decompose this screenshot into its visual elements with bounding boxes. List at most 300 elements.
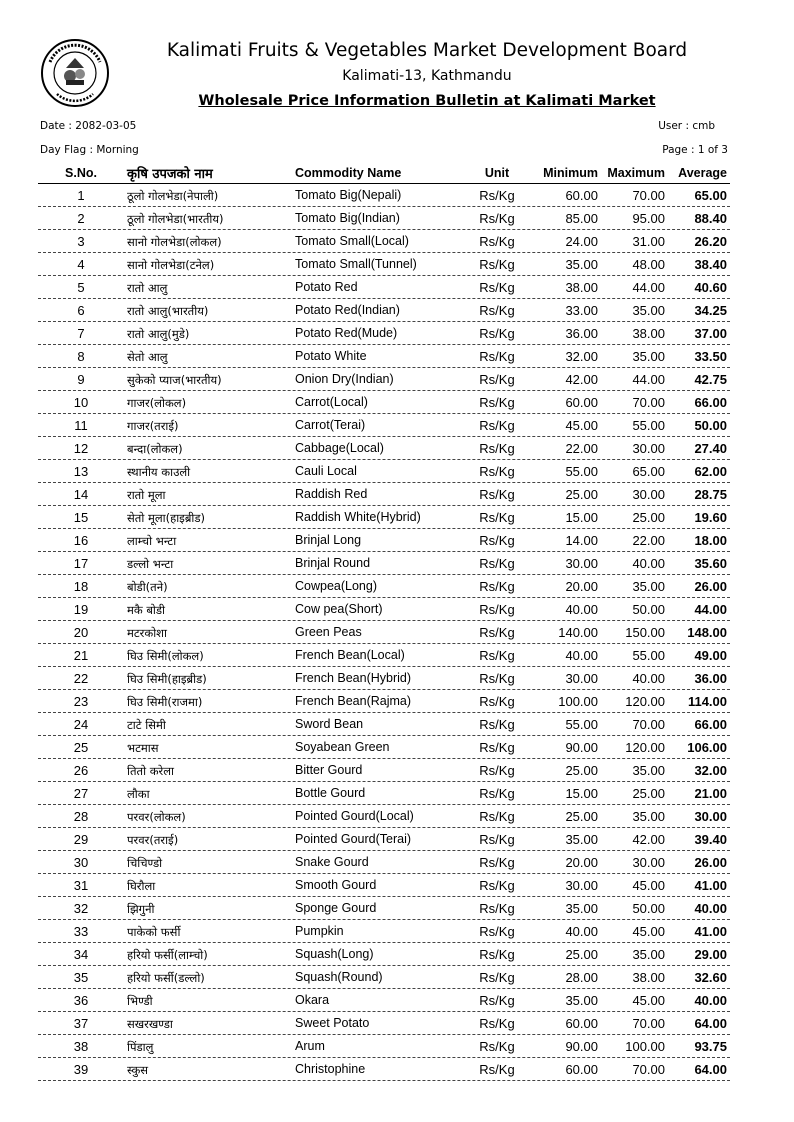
table-row [38, 1012, 730, 1035]
cell-sn: 12 [73, 441, 89, 456]
cell-commodity-name: Pumpkin [295, 924, 344, 938]
cell-commodity-name: Brinjal Round [295, 556, 371, 570]
cell-average: 88.40 [694, 211, 727, 226]
cell-nepali-name: बन्दा(लोकल) [127, 442, 183, 456]
table-row [38, 713, 730, 736]
cell-commodity-name: Pointed Gourd(Terai) [295, 832, 412, 846]
cell-nepali-name: घिरौला [127, 879, 156, 893]
cell-average: 148.00 [687, 625, 727, 640]
table-row [38, 690, 730, 713]
table-row [38, 759, 730, 782]
cell-sn: 28 [73, 809, 89, 824]
cell-nepali-name: स्थानीय काउली [127, 465, 191, 479]
cell-nepali-name: लौका [127, 787, 150, 801]
cell-average: 40.60 [694, 280, 727, 295]
cell-commodity-name: Sweet Potato [295, 1016, 370, 1030]
cell-commodity-name: Cabbage(Local) [295, 441, 384, 455]
cell-commodity-name: Tomato Small(Tunnel) [295, 257, 417, 271]
cell-unit: Rs/Kg [479, 349, 515, 364]
cell-sn: 5 [77, 280, 85, 295]
cell-sn: 26 [73, 763, 89, 778]
table-row [38, 644, 730, 667]
cell-maximum: 38.00 [632, 970, 665, 985]
cell-sn: 4 [77, 257, 85, 272]
cell-average: 44.00 [694, 602, 727, 617]
cell-commodity-name: Green Peas [295, 625, 362, 639]
cell-commodity-name: Sword Bean [295, 717, 364, 731]
cell-maximum: 30.00 [632, 441, 665, 456]
cell-unit: Rs/Kg [479, 740, 515, 755]
cell-unit: Rs/Kg [479, 556, 515, 571]
cell-minimum: 30.00 [565, 878, 598, 893]
cell-sn: 11 [74, 418, 88, 433]
table-row [38, 322, 730, 345]
cell-average: 26.00 [694, 579, 727, 594]
cell-maximum: 38.00 [632, 326, 665, 341]
table-row [38, 920, 730, 943]
cell-average: 65.00 [694, 188, 727, 203]
cell-sn: 17 [73, 556, 89, 571]
cell-minimum: 15.00 [565, 786, 598, 801]
cell-minimum: 90.00 [565, 740, 598, 755]
cell-minimum: 45.00 [565, 418, 598, 433]
cell-unit: Rs/Kg [479, 947, 515, 962]
table-row [38, 414, 730, 437]
cell-average: 66.00 [694, 717, 727, 732]
cell-sn: 18 [73, 579, 89, 594]
table-row [38, 276, 730, 299]
cell-nepali-name: रातो आलु(मुडे) [127, 327, 190, 341]
cell-unit: Rs/Kg [479, 487, 515, 502]
cell-sn: 14 [73, 487, 89, 502]
cell-commodity-name: Potato Red(Mude) [295, 326, 398, 340]
cell-sn: 27 [73, 786, 89, 801]
table-row [38, 897, 730, 920]
table-row [38, 782, 730, 805]
cell-maximum: 50.00 [632, 602, 665, 617]
cell-unit: Rs/Kg [479, 901, 515, 916]
cell-nepali-name: मकै बोडी [127, 603, 166, 617]
cell-average: 66.00 [694, 395, 727, 410]
cell-sn: 19 [73, 602, 89, 617]
cell-minimum: 60.00 [565, 1062, 598, 1077]
cell-nepali-name: सेतो आलु [127, 350, 168, 364]
cell-sn: 38 [73, 1039, 89, 1054]
cell-minimum: 60.00 [565, 395, 598, 410]
cell-maximum: 35.00 [632, 947, 665, 962]
cell-minimum: 40.00 [565, 924, 598, 939]
cell-minimum: 55.00 [565, 717, 598, 732]
cell-minimum: 24.00 [565, 234, 598, 249]
cell-average: 26.00 [694, 855, 727, 870]
cell-commodity-name: French Bean(Hybrid) [295, 671, 412, 685]
cell-nepali-name: घिउ सिमी(राजमा) [127, 695, 203, 709]
cell-minimum: 85.00 [565, 211, 598, 226]
cell-unit: Rs/Kg [479, 809, 515, 824]
cell-unit: Rs/Kg [479, 717, 515, 732]
col-nepali-header: कृषि उपजको नाम [127, 167, 213, 182]
table-row [38, 552, 730, 575]
table-row [38, 966, 730, 989]
cell-minimum: 35.00 [565, 901, 598, 916]
cell-nepali-name: सानो गोलभेडा(टनेल) [127, 258, 215, 272]
cell-maximum: 35.00 [632, 579, 665, 594]
cell-unit: Rs/Kg [479, 234, 515, 249]
cell-sn: 7 [77, 326, 85, 341]
cell-unit: Rs/Kg [479, 602, 515, 617]
cell-unit: Rs/Kg [479, 257, 515, 272]
cell-sn: 31 [73, 878, 89, 893]
price-table [38, 163, 730, 1081]
col-unit-header: Unit [484, 166, 510, 180]
cell-average: 33.50 [694, 349, 727, 364]
col-average-header: Average [678, 166, 727, 180]
cell-minimum: 36.00 [565, 326, 598, 341]
col-maximum-header: Maximum [607, 166, 665, 180]
cell-nepali-name: लाम्चो भन्टा [127, 534, 177, 548]
cell-unit: Rs/Kg [479, 533, 515, 548]
table-row [38, 1058, 730, 1081]
cell-commodity-name: Pointed Gourd(Local) [295, 809, 414, 823]
table-row [38, 460, 730, 483]
cell-unit: Rs/Kg [479, 648, 515, 663]
table-row [38, 529, 730, 552]
cell-unit: Rs/Kg [479, 625, 515, 640]
cell-commodity-name: Christophine [295, 1062, 366, 1076]
cell-maximum: 42.00 [632, 832, 665, 847]
cell-nepali-name: रातो आलु [127, 281, 168, 295]
cell-minimum: 32.00 [565, 349, 598, 364]
report-date: Date : 2082-03-05 [40, 120, 137, 132]
cell-maximum: 45.00 [632, 924, 665, 939]
cell-commodity-name: Snake Gourd [295, 855, 369, 869]
cell-average: 36.00 [694, 671, 727, 686]
cell-commodity-name: French Bean(Local) [295, 648, 405, 662]
cell-unit: Rs/Kg [479, 832, 515, 847]
table-row [38, 598, 730, 621]
report-user: User : cmb [658, 120, 715, 132]
cell-average: 39.40 [694, 832, 727, 847]
table-row [38, 483, 730, 506]
cell-unit: Rs/Kg [479, 326, 515, 341]
cell-average: 64.00 [694, 1016, 727, 1031]
cell-maximum: 120.00 [625, 740, 665, 755]
board-title: Kalimati Fruits & Vegetables Market Development Board [166, 40, 688, 61]
cell-sn: 2 [77, 211, 85, 226]
cell-commodity-name: Brinjal Long [295, 533, 362, 547]
cell-maximum: 35.00 [632, 763, 665, 778]
cell-average: 106.00 [687, 740, 727, 755]
cell-commodity-name: Bottle Gourd [295, 786, 366, 800]
cell-maximum: 35.00 [632, 809, 665, 824]
cell-average: 35.60 [694, 556, 727, 571]
cell-minimum: 38.00 [565, 280, 598, 295]
cell-maximum: 45.00 [632, 993, 665, 1008]
cell-nepali-name: मटरकोशा [127, 626, 167, 640]
cell-sn: 3 [77, 234, 85, 249]
cell-minimum: 20.00 [565, 855, 598, 870]
cell-average: 19.60 [694, 510, 727, 525]
cell-commodity-name: Squash(Round) [295, 970, 383, 984]
cell-maximum: 22.00 [632, 533, 665, 548]
cell-sn: 15 [73, 510, 89, 525]
table-row [38, 805, 730, 828]
cell-sn: 10 [73, 395, 89, 410]
cell-sn: 36 [73, 993, 89, 1008]
table-row [38, 207, 730, 230]
cell-unit: Rs/Kg [479, 671, 515, 686]
cell-maximum: 45.00 [632, 878, 665, 893]
cell-average: 41.00 [694, 878, 727, 893]
table-row [38, 667, 730, 690]
cell-average: 42.75 [694, 372, 727, 387]
cell-nepali-name: ठूलो गोलभेडा(नेपाली) [127, 189, 219, 203]
cell-maximum: 25.00 [632, 510, 665, 525]
cell-commodity-name: Sponge Gourd [295, 901, 377, 915]
cell-minimum: 28.00 [565, 970, 598, 985]
cell-sn: 29 [73, 832, 89, 847]
cell-nepali-name: घिउ सिमी(लोकल) [127, 649, 204, 663]
cell-maximum: 44.00 [632, 280, 665, 295]
cell-minimum: 60.00 [565, 1016, 598, 1031]
cell-maximum: 70.00 [632, 1016, 665, 1031]
cell-average: 93.75 [694, 1039, 727, 1054]
cell-minimum: 30.00 [565, 671, 598, 686]
cell-sn: 8 [77, 349, 85, 364]
cell-maximum: 55.00 [632, 648, 665, 663]
cell-commodity-name: Cauli Local [295, 464, 357, 478]
cell-minimum: 22.00 [565, 441, 598, 456]
cell-commodity-name: Raddish Red [295, 487, 368, 501]
cell-commodity-name: Tomato Big(Indian) [295, 211, 400, 225]
cell-minimum: 35.00 [565, 257, 598, 272]
cell-sn: 35 [73, 970, 89, 985]
cell-minimum: 90.00 [565, 1039, 598, 1054]
cell-nepali-name: हरियो फर्सी(डल्लो) [127, 971, 205, 985]
table-row [38, 345, 730, 368]
table-row [38, 874, 730, 897]
cell-minimum: 33.00 [565, 303, 598, 318]
cell-unit: Rs/Kg [479, 510, 515, 525]
cell-average: 40.00 [694, 901, 727, 916]
table-body [38, 184, 730, 1081]
cell-commodity-name: Okara [295, 993, 330, 1007]
cell-nepali-name: सानो गोलभेडा(लोकल) [127, 235, 222, 249]
cell-commodity-name: Carrot(Local) [295, 395, 368, 409]
table-row [38, 736, 730, 759]
cell-average: 41.00 [694, 924, 727, 939]
cell-unit: Rs/Kg [479, 372, 515, 387]
cell-sn: 1 [77, 188, 85, 203]
cell-sn: 13 [73, 464, 89, 479]
cell-commodity-name: Soyabean Green [295, 740, 390, 754]
table-row [38, 299, 730, 322]
cell-maximum: 70.00 [632, 717, 665, 732]
cell-commodity-name: Potato White [295, 349, 367, 363]
cell-nepali-name: चिचिण्डो [127, 856, 163, 870]
cell-commodity-name: Tomato Small(Local) [295, 234, 409, 248]
table-row [38, 851, 730, 874]
cell-sn: 30 [73, 855, 89, 870]
cell-unit: Rs/Kg [479, 786, 515, 801]
page-indicator: Page : 1 of 3 [662, 144, 728, 156]
table-row [38, 1035, 730, 1058]
board-address: Kalimati-13, Kathmandu [342, 68, 512, 84]
cell-maximum: 44.00 [632, 372, 665, 387]
cell-maximum: 40.00 [632, 671, 665, 686]
cell-maximum: 65.00 [632, 464, 665, 479]
cell-unit: Rs/Kg [479, 855, 515, 870]
cell-commodity-name: Arum [295, 1039, 325, 1053]
cell-sn: 6 [77, 303, 85, 318]
cell-average: 49.00 [694, 648, 727, 663]
cell-nepali-name: पाकेको फर्सी [127, 925, 181, 939]
cell-commodity-name: Onion Dry(Indian) [295, 372, 394, 386]
cell-average: 27.40 [694, 441, 727, 456]
cell-minimum: 40.00 [565, 602, 598, 617]
table-row [38, 184, 730, 207]
cell-average: 32.00 [694, 763, 727, 778]
cell-commodity-name: French Bean(Rajma) [295, 694, 412, 708]
cell-minimum: 15.00 [565, 510, 598, 525]
cell-unit: Rs/Kg [479, 694, 515, 709]
cell-maximum: 31.00 [632, 234, 665, 249]
cell-minimum: 30.00 [565, 556, 598, 571]
cell-average: 29.00 [694, 947, 727, 962]
cell-average: 114.00 [687, 694, 727, 709]
table-row [38, 437, 730, 460]
cell-maximum: 120.00 [625, 694, 665, 709]
cell-unit: Rs/Kg [479, 970, 515, 985]
cell-minimum: 35.00 [565, 993, 598, 1008]
cell-commodity-name: Tomato Big(Nepali) [295, 188, 402, 202]
cell-average: 37.00 [694, 326, 727, 341]
cell-sn: 24 [73, 717, 89, 732]
cell-nepali-name: पिंडालु [127, 1040, 154, 1054]
table-row [38, 368, 730, 391]
cell-maximum: 70.00 [632, 1062, 665, 1077]
col-sn-header: S.No. [65, 166, 97, 180]
cell-unit: Rs/Kg [479, 924, 515, 939]
cell-minimum: 20.00 [565, 579, 598, 594]
cell-minimum: 25.00 [565, 763, 598, 778]
cell-maximum: 40.00 [632, 556, 665, 571]
table-row [38, 391, 730, 414]
table-row [38, 943, 730, 966]
cell-minimum: 14.00 [565, 533, 598, 548]
cell-minimum: 140.00 [558, 625, 598, 640]
cell-unit: Rs/Kg [479, 188, 515, 203]
cell-nepali-name: टाटे सिमी [127, 718, 166, 732]
cell-nepali-name: रातो मूला [127, 488, 166, 502]
cell-maximum: 95.00 [632, 211, 665, 226]
cell-average: 64.00 [694, 1062, 727, 1077]
cell-unit: Rs/Kg [479, 280, 515, 295]
cell-minimum: 100.00 [558, 694, 598, 709]
cell-maximum: 30.00 [632, 855, 665, 870]
cell-sn: 20 [73, 625, 89, 640]
cell-average: 50.00 [694, 418, 727, 433]
cell-minimum: 25.00 [565, 487, 598, 502]
cell-nepali-name: भटमास [127, 741, 159, 755]
cell-maximum: 70.00 [632, 395, 665, 410]
table-row [38, 828, 730, 851]
cell-maximum: 25.00 [632, 786, 665, 801]
cell-nepali-name: परवर(तराई) [127, 833, 179, 847]
cell-nepali-name: सुकेको प्याज(भारतीय) [127, 373, 222, 387]
cell-unit: Rs/Kg [479, 303, 515, 318]
cell-maximum: 150.00 [625, 625, 665, 640]
cell-average: 26.20 [694, 234, 727, 249]
cell-nepali-name: ठूलो गोलभेडा(भारतीय) [127, 212, 224, 226]
cell-nepali-name: गाजर(तराई) [127, 419, 179, 433]
cell-commodity-name: Raddish White(Hybrid) [295, 510, 421, 524]
cell-nepali-name: सखरखण्डा [127, 1017, 173, 1031]
table-row [38, 506, 730, 529]
cell-nepali-name: तितो करेला [127, 764, 175, 778]
col-minimum-header: Minimum [543, 166, 598, 180]
cell-commodity-name: Squash(Long) [295, 947, 374, 961]
cell-minimum: 35.00 [565, 832, 598, 847]
cell-maximum: 50.00 [632, 901, 665, 916]
cell-unit: Rs/Kg [479, 1016, 515, 1031]
cell-average: 62.00 [694, 464, 727, 479]
cell-minimum: 25.00 [565, 947, 598, 962]
cell-sn: 33 [73, 924, 89, 939]
cell-sn: 23 [73, 694, 89, 709]
cell-average: 18.00 [694, 533, 727, 548]
cell-average: 21.00 [694, 786, 727, 801]
table-row [38, 575, 730, 598]
cell-minimum: 40.00 [565, 648, 598, 663]
cell-nepali-name: हरियो फर्सी(लाम्चो) [127, 948, 208, 962]
cell-commodity-name: Potato Red(Indian) [295, 303, 400, 317]
cell-unit: Rs/Kg [479, 878, 515, 893]
cell-nepali-name: भिण्डी [127, 994, 153, 1008]
cell-unit: Rs/Kg [479, 1039, 515, 1054]
cell-minimum: 55.00 [565, 464, 598, 479]
bulletin-title: Wholesale Price Information Bulletin at Kalimati Market [198, 93, 656, 109]
cell-maximum: 100.00 [625, 1039, 665, 1054]
cell-nepali-name: डल्लो भन्टा [127, 557, 174, 571]
cell-nepali-name: रातो आलु(भारतीय) [127, 304, 209, 318]
cell-nepali-name: परवर(लोकल) [127, 810, 186, 824]
cell-average: 34.25 [694, 303, 727, 318]
cell-unit: Rs/Kg [479, 441, 515, 456]
cell-sn: 25 [73, 740, 89, 755]
table-row [38, 621, 730, 644]
cell-sn: 22 [73, 671, 89, 686]
cell-commodity-name: Bitter Gourd [295, 763, 363, 777]
cell-maximum: 70.00 [632, 188, 665, 203]
cell-average: 38.40 [694, 257, 727, 272]
cell-average: 30.00 [694, 809, 727, 824]
cell-unit: Rs/Kg [479, 579, 515, 594]
col-commodity-header: Commodity Name [295, 166, 402, 180]
cell-nepali-name: सेतो मूला(हाइब्रीड) [127, 511, 206, 525]
cell-minimum: 25.00 [565, 809, 598, 824]
cell-unit: Rs/Kg [479, 763, 515, 778]
cell-nepali-name: स्कुस [127, 1063, 149, 1077]
cell-sn: 32 [73, 901, 89, 916]
cell-maximum: 35.00 [632, 349, 665, 364]
cell-minimum: 42.00 [565, 372, 598, 387]
table-row [38, 230, 730, 253]
cell-sn: 9 [77, 372, 85, 387]
cell-commodity-name: Smooth Gourd [295, 878, 377, 892]
cell-maximum: 48.00 [632, 257, 665, 272]
cell-average: 28.75 [694, 487, 727, 502]
